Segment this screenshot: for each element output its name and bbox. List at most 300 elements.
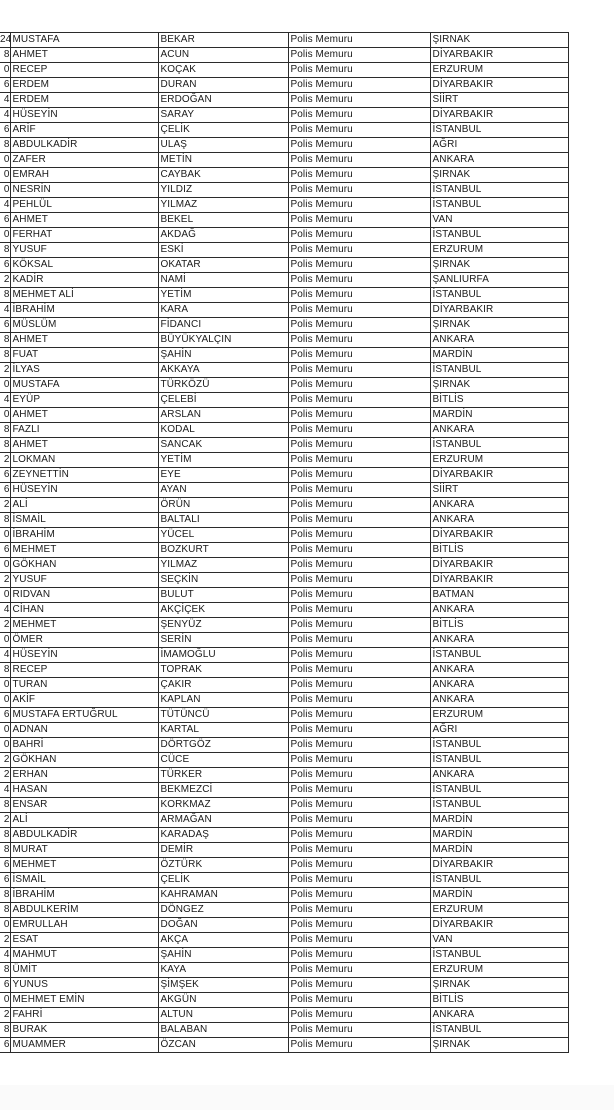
first-name-cell: RIDVAN (10, 588, 158, 603)
table-row (0, 63, 568, 78)
first-name-cell: EMRULLAH (10, 918, 158, 933)
role-cell: Polis Memuru (288, 963, 430, 978)
table-row (0, 288, 568, 303)
city-cell: İSTANBUL (430, 228, 568, 243)
last-name-cell: SERİN (158, 633, 288, 648)
last-name-cell: ARSLAN (158, 408, 288, 423)
role-cell: Polis Memuru (288, 888, 430, 903)
first-name-cell: ZAFER (10, 153, 158, 168)
table-row (0, 303, 568, 318)
table-row (0, 348, 568, 363)
row-number: 6 (0, 123, 10, 138)
first-name-cell: ARİF (10, 123, 158, 138)
first-name-cell: LOKMAN (10, 453, 158, 468)
row-number: 4 (0, 948, 10, 963)
row-number: 2 (0, 273, 10, 288)
role-cell: Polis Memuru (288, 528, 430, 543)
first-name-cell: CİHAN (10, 603, 158, 618)
role-cell: Polis Memuru (288, 408, 430, 423)
last-name-cell: ŞENYÜZ (158, 618, 288, 633)
role-cell: Polis Memuru (288, 828, 430, 843)
table-row (0, 183, 568, 198)
last-name-cell: KARADAŞ (158, 828, 288, 843)
city-cell: ERZURUM (430, 963, 568, 978)
first-name-cell: YUSUF (10, 243, 158, 258)
first-name-cell: GÖKHAN (10, 753, 158, 768)
first-name-cell: PEHLÜL (10, 198, 158, 213)
row-number: 8 (0, 138, 10, 153)
role-cell: Polis Memuru (288, 228, 430, 243)
last-name-cell: TÜTÜNCÜ (158, 708, 288, 723)
table-row (0, 78, 568, 93)
row-number: 2 (0, 813, 10, 828)
role-cell: Polis Memuru (288, 468, 430, 483)
row-number: 6 (0, 708, 10, 723)
last-name-cell: TÜRKÖZÜ (158, 378, 288, 393)
city-cell: DİYARBAKIR (430, 78, 568, 93)
first-name-cell: HÜSEYİN (10, 108, 158, 123)
table-row (0, 918, 568, 933)
role-cell: Polis Memuru (288, 873, 430, 888)
role-cell: Polis Memuru (288, 93, 430, 108)
last-name-cell: BALTALI (158, 513, 288, 528)
last-name-cell: CÜCE (158, 753, 288, 768)
role-cell: Polis Memuru (288, 678, 430, 693)
city-cell: ŞIRNAK (430, 318, 568, 333)
city-cell: MARDİN (430, 348, 568, 363)
last-name-cell: AKÇA (158, 933, 288, 948)
last-name-cell: ŞAHİN (158, 948, 288, 963)
row-number: 6 (0, 858, 10, 873)
table-row (0, 618, 568, 633)
city-cell: İSTANBUL (430, 648, 568, 663)
row-number: 24 (0, 33, 10, 48)
role-cell: Polis Memuru (288, 798, 430, 813)
last-name-cell: ULAŞ (158, 138, 288, 153)
row-number: 4 (0, 648, 10, 663)
row-number: 2 (0, 573, 10, 588)
first-name-cell: AHMET (10, 438, 158, 453)
row-number: 8 (0, 243, 10, 258)
first-name-cell: İBRAHİM (10, 303, 158, 318)
last-name-cell: BOZKURT (158, 543, 288, 558)
last-name-cell: ARMAĞAN (158, 813, 288, 828)
city-cell: İSTANBUL (430, 363, 568, 378)
row-number: 4 (0, 393, 10, 408)
city-cell: ANKARA (430, 663, 568, 678)
last-name-cell: BEKMEZCİ (158, 783, 288, 798)
city-cell: ŞIRNAK (430, 258, 568, 273)
role-cell: Polis Memuru (288, 978, 430, 993)
table-row (0, 678, 568, 693)
role-cell: Polis Memuru (288, 903, 430, 918)
role-cell: Polis Memuru (288, 948, 430, 963)
row-number: 8 (0, 348, 10, 363)
row-number: 8 (0, 798, 10, 813)
role-cell: Polis Memuru (288, 693, 430, 708)
role-cell: Polis Memuru (288, 303, 430, 318)
table-row (0, 1008, 568, 1023)
city-cell: VAN (430, 213, 568, 228)
last-name-cell: AKKAYA (158, 363, 288, 378)
last-name-cell: İMAMOĞLU (158, 648, 288, 663)
last-name-cell: TÜRKER (158, 768, 288, 783)
role-cell: Polis Memuru (288, 333, 430, 348)
row-number: 8 (0, 888, 10, 903)
role-cell: Polis Memuru (288, 213, 430, 228)
city-cell: İSTANBUL (430, 1023, 568, 1038)
first-name-cell: MEHMET (10, 618, 158, 633)
row-number: 0 (0, 633, 10, 648)
role-cell: Polis Memuru (288, 768, 430, 783)
role-cell: Polis Memuru (288, 318, 430, 333)
last-name-cell: DÖNGEZ (158, 903, 288, 918)
role-cell: Polis Memuru (288, 348, 430, 363)
last-name-cell: YILMAZ (158, 558, 288, 573)
role-cell: Polis Memuru (288, 423, 430, 438)
role-cell: Polis Memuru (288, 168, 430, 183)
role-cell: Polis Memuru (288, 783, 430, 798)
row-number: 8 (0, 288, 10, 303)
table-row (0, 558, 568, 573)
city-cell: MARDİN (430, 813, 568, 828)
last-name-cell: DÖRTGÖZ (158, 738, 288, 753)
city-cell: SİİRT (430, 483, 568, 498)
first-name-cell: FAHRİ (10, 1008, 158, 1023)
table-row (0, 513, 568, 528)
first-name-cell: RECEP (10, 663, 158, 678)
table-row (0, 963, 568, 978)
first-name-cell: İSMAİL (10, 513, 158, 528)
row-number: 8 (0, 963, 10, 978)
role-cell: Polis Memuru (288, 363, 430, 378)
role-cell: Polis Memuru (288, 618, 430, 633)
first-name-cell: YUNUS (10, 978, 158, 993)
city-cell: DİYARBAKIR (430, 528, 568, 543)
city-cell: BİTLİS (430, 393, 568, 408)
first-name-cell: FUAT (10, 348, 158, 363)
row-number: 8 (0, 843, 10, 858)
table-row (0, 543, 568, 558)
table-row (0, 708, 568, 723)
role-cell: Polis Memuru (288, 813, 430, 828)
table-row (0, 888, 568, 903)
table-row (0, 243, 568, 258)
row-number: 8 (0, 438, 10, 453)
row-number: 6 (0, 468, 10, 483)
row-number: 0 (0, 558, 10, 573)
row-number: 4 (0, 93, 10, 108)
table-row (0, 633, 568, 648)
role-cell: Polis Memuru (288, 1008, 430, 1023)
first-name-cell: İSMAİL (10, 873, 158, 888)
first-name-cell: HÜSEYİN (10, 648, 158, 663)
last-name-cell: AYAN (158, 483, 288, 498)
last-name-cell: BALABAN (158, 1023, 288, 1038)
city-cell: ERZURUM (430, 63, 568, 78)
first-name-cell: HASAN (10, 783, 158, 798)
row-number: 4 (0, 783, 10, 798)
role-cell: Polis Memuru (288, 78, 430, 93)
role-cell: Polis Memuru (288, 288, 430, 303)
last-name-cell: ÖRÜN (158, 498, 288, 513)
first-name-cell: MEHMET ALİ (10, 288, 158, 303)
city-cell: ANKARA (430, 603, 568, 618)
city-cell: ERZURUM (430, 243, 568, 258)
table-row (0, 948, 568, 963)
row-number: 0 (0, 183, 10, 198)
table-row (0, 318, 568, 333)
first-name-cell: ÖMER (10, 633, 158, 648)
first-name-cell: HÜSEYİN (10, 483, 158, 498)
role-cell: Polis Memuru (288, 1038, 430, 1053)
last-name-cell: YETİM (158, 288, 288, 303)
city-cell: VAN (430, 933, 568, 948)
city-cell: ANKARA (430, 153, 568, 168)
table-row (0, 138, 568, 153)
first-name-cell: MÜSLÜM (10, 318, 158, 333)
table-row (0, 768, 568, 783)
first-name-cell: AHMET (10, 408, 158, 423)
last-name-cell: DOĞAN (158, 918, 288, 933)
table-row (0, 873, 568, 888)
table-row (0, 783, 568, 798)
role-cell: Polis Memuru (288, 63, 430, 78)
table-row (0, 93, 568, 108)
first-name-cell: ESAT (10, 933, 158, 948)
city-cell: BİTLİS (430, 618, 568, 633)
row-number: 6 (0, 1038, 10, 1053)
row-number: 2 (0, 753, 10, 768)
first-name-cell: AHMET (10, 48, 158, 63)
city-cell: MARDİN (430, 843, 568, 858)
table-row (0, 483, 568, 498)
table-row (0, 723, 568, 738)
table-row (0, 333, 568, 348)
table-row (0, 753, 568, 768)
city-cell: İSTANBUL (430, 753, 568, 768)
table-row (0, 663, 568, 678)
role-cell: Polis Memuru (288, 543, 430, 558)
row-number: 6 (0, 978, 10, 993)
first-name-cell: MUSTAFA ERTUĞRUL (10, 708, 158, 723)
table-row (0, 798, 568, 813)
city-cell: DİYARBAKIR (430, 858, 568, 873)
role-cell: Polis Memuru (288, 573, 430, 588)
row-number: 0 (0, 723, 10, 738)
first-name-cell: EYÜP (10, 393, 158, 408)
role-cell: Polis Memuru (288, 663, 430, 678)
first-name-cell: MAHMUT (10, 948, 158, 963)
role-cell: Polis Memuru (288, 378, 430, 393)
row-number: 6 (0, 213, 10, 228)
last-name-cell: YILDIZ (158, 183, 288, 198)
city-cell: ERZURUM (430, 708, 568, 723)
city-cell: ANKARA (430, 498, 568, 513)
role-cell: Polis Memuru (288, 933, 430, 948)
table-row (0, 933, 568, 948)
first-name-cell: NESRİN (10, 183, 158, 198)
last-name-cell: YETİM (158, 453, 288, 468)
table-row (0, 423, 568, 438)
last-name-cell: EYE (158, 468, 288, 483)
city-cell: ANKARA (430, 333, 568, 348)
role-cell: Polis Memuru (288, 558, 430, 573)
first-name-cell: TURAN (10, 678, 158, 693)
table-row (0, 588, 568, 603)
city-cell: DİYARBAKIR (430, 573, 568, 588)
first-name-cell: KADİR (10, 273, 158, 288)
city-cell: ANKARA (430, 768, 568, 783)
city-cell: DİYARBAKIR (430, 108, 568, 123)
last-name-cell: ŞİMŞEK (158, 978, 288, 993)
city-cell: ŞIRNAK (430, 168, 568, 183)
city-cell: ERZURUM (430, 453, 568, 468)
table-row (0, 363, 568, 378)
table-row (0, 978, 568, 993)
city-cell: ANKARA (430, 423, 568, 438)
role-cell: Polis Memuru (288, 48, 430, 63)
first-name-cell: İBRAHİM (10, 888, 158, 903)
row-number: 6 (0, 258, 10, 273)
row-number: 6 (0, 873, 10, 888)
role-cell: Polis Memuru (288, 633, 430, 648)
table-row (0, 453, 568, 468)
table-row (0, 213, 568, 228)
table-row (0, 273, 568, 288)
row-number: 6 (0, 483, 10, 498)
city-cell: DİYARBAKIR (430, 918, 568, 933)
last-name-cell: OKATAR (158, 258, 288, 273)
city-cell: AĞRI (430, 138, 568, 153)
last-name-cell: KARA (158, 303, 288, 318)
row-number: 2 (0, 768, 10, 783)
city-cell: ERZURUM (430, 903, 568, 918)
first-name-cell: MURAT (10, 843, 158, 858)
table-row (0, 903, 568, 918)
table-row (0, 1038, 568, 1053)
table-row (0, 813, 568, 828)
last-name-cell: AKGÜN (158, 993, 288, 1008)
first-name-cell: MEHMET (10, 543, 158, 558)
last-name-cell: ÇELİK (158, 123, 288, 138)
role-cell: Polis Memuru (288, 123, 430, 138)
row-number: 2 (0, 363, 10, 378)
first-name-cell: AKİF (10, 693, 158, 708)
row-number: 2 (0, 1008, 10, 1023)
last-name-cell: ÖZTÜRK (158, 858, 288, 873)
city-cell: İSTANBUL (430, 783, 568, 798)
row-number: 6 (0, 543, 10, 558)
table-row (0, 228, 568, 243)
last-name-cell: ALTUN (158, 1008, 288, 1023)
row-number: 0 (0, 228, 10, 243)
role-cell: Polis Memuru (288, 1023, 430, 1038)
city-cell: ŞIRNAK (430, 33, 568, 48)
row-number: 2 (0, 933, 10, 948)
row-number: 0 (0, 588, 10, 603)
city-cell: ANKARA (430, 693, 568, 708)
row-number: 0 (0, 378, 10, 393)
last-name-cell: BEKEL (158, 213, 288, 228)
role-cell: Polis Memuru (288, 183, 430, 198)
role-cell: Polis Memuru (288, 453, 430, 468)
row-number: 4 (0, 108, 10, 123)
row-number: 0 (0, 993, 10, 1008)
row-number: 8 (0, 423, 10, 438)
role-cell: Polis Memuru (288, 393, 430, 408)
last-name-cell: KORKMAZ (158, 798, 288, 813)
last-name-cell: ACUN (158, 48, 288, 63)
row-number: 0 (0, 693, 10, 708)
role-cell: Polis Memuru (288, 273, 430, 288)
city-cell: DİYARBAKIR (430, 303, 568, 318)
role-cell: Polis Memuru (288, 243, 430, 258)
table-row (0, 648, 568, 663)
row-number: 4 (0, 198, 10, 213)
row-number: 0 (0, 153, 10, 168)
role-cell: Polis Memuru (288, 498, 430, 513)
table-row (0, 258, 568, 273)
row-number: 0 (0, 678, 10, 693)
row-number: 4 (0, 603, 10, 618)
role-cell: Polis Memuru (288, 513, 430, 528)
city-cell: MARDİN (430, 888, 568, 903)
row-number: 0 (0, 168, 10, 183)
first-name-cell: GÖKHAN (10, 558, 158, 573)
row-number: 2 (0, 618, 10, 633)
table-row (0, 123, 568, 138)
role-cell: Polis Memuru (288, 843, 430, 858)
row-number: 6 (0, 78, 10, 93)
role-cell: Polis Memuru (288, 438, 430, 453)
table-row (0, 48, 568, 63)
first-name-cell: ZEYNETTİN (10, 468, 158, 483)
roster-sheet (0, 32, 568, 1053)
city-cell: İSTANBUL (430, 183, 568, 198)
last-name-cell: BEKAR (158, 33, 288, 48)
last-name-cell: ÇAKIR (158, 678, 288, 693)
role-cell: Polis Memuru (288, 723, 430, 738)
row-number: 0 (0, 63, 10, 78)
table-row (0, 573, 568, 588)
last-name-cell: TOPRAK (158, 663, 288, 678)
first-name-cell: ABDULKADİR (10, 828, 158, 843)
table-row (0, 108, 568, 123)
row-number: 8 (0, 828, 10, 843)
row-number: 4 (0, 303, 10, 318)
role-cell: Polis Memuru (288, 918, 430, 933)
first-name-cell: ADNAN (10, 723, 158, 738)
last-name-cell: FİDANCI (158, 318, 288, 333)
last-name-cell: KAHRAMAN (158, 888, 288, 903)
role-cell: Polis Memuru (288, 648, 430, 663)
city-cell: MARDİN (430, 828, 568, 843)
table-row (0, 738, 568, 753)
last-name-cell: AKDAĞ (158, 228, 288, 243)
first-name-cell: BAHRİ (10, 738, 158, 753)
first-name-cell: ERDEM (10, 78, 158, 93)
row-number: 6 (0, 318, 10, 333)
first-name-cell: ABDULKERİM (10, 903, 158, 918)
role-cell: Polis Memuru (288, 603, 430, 618)
row-number: 2 (0, 498, 10, 513)
city-cell: DİYARBAKIR (430, 48, 568, 63)
first-name-cell: AHMET (10, 333, 158, 348)
city-cell: İSTANBUL (430, 738, 568, 753)
first-name-cell: MEHMET EMİN (10, 993, 158, 1008)
first-name-cell: İLYAS (10, 363, 158, 378)
